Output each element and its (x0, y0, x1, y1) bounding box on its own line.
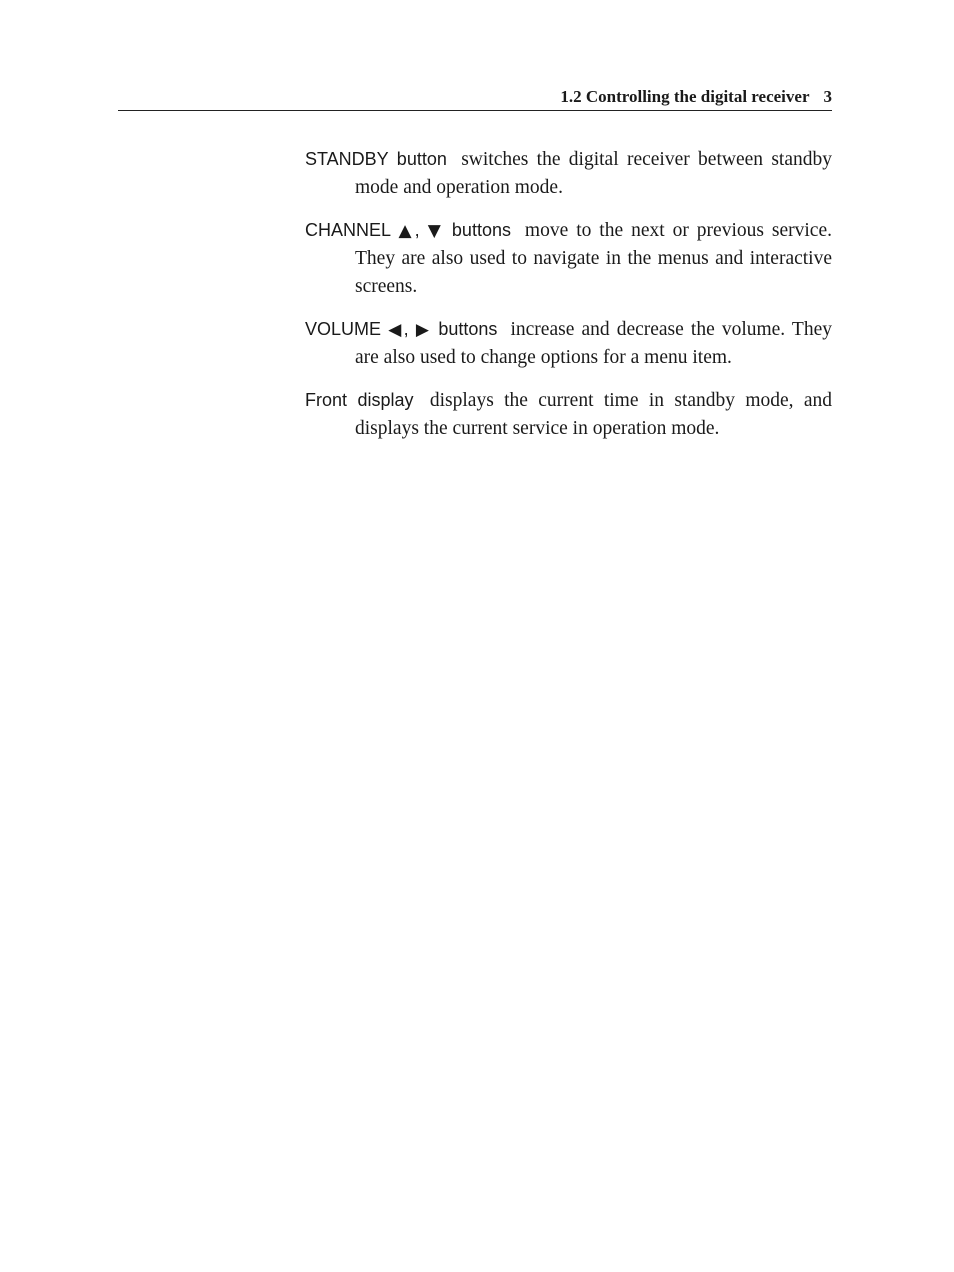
term-front-display: Front display (305, 390, 414, 410)
term-volume-buttons (305, 319, 497, 339)
left-triangle-icon: ◀ (388, 320, 404, 340)
description-volume: increase and decrease the volume. They are also used to change options for a menu item. (355, 319, 832, 368)
term-channel-label: CHANNEL (305, 220, 391, 240)
description-list (305, 145, 832, 457)
term-buttons-label: buttons (451, 220, 511, 240)
term-separator: , (414, 220, 420, 240)
term-standby-button: STANDBY button (305, 149, 447, 169)
down-triangle-icon: ▼ (427, 221, 444, 241)
term-buttons-label: buttons (438, 319, 498, 339)
list-item-volume (305, 315, 832, 372)
description-channel: move to the next or previous service. They are also used to navigate in the menus and interactive screens. (355, 220, 832, 297)
term-separator: , (403, 319, 409, 339)
list-item-standby (305, 145, 832, 202)
list-item-front-display (305, 386, 832, 443)
section-title: 1.2 Controlling the digital receiver (560, 87, 810, 106)
list-item-channel (305, 216, 832, 301)
description-standby: switches the digital receiver between standby mode and operation mode. (355, 149, 832, 198)
term-volume-label: VOLUME (305, 319, 382, 339)
description-front-display: displays the current time in standby mode, and displays the current service in operation mode. (355, 390, 833, 439)
term-channel-buttons (305, 220, 511, 240)
page-number: 3 (823, 87, 832, 106)
running-header (118, 86, 832, 111)
right-triangle-icon: ▶ (415, 320, 432, 340)
up-triangle-icon: ▲ (398, 221, 415, 241)
